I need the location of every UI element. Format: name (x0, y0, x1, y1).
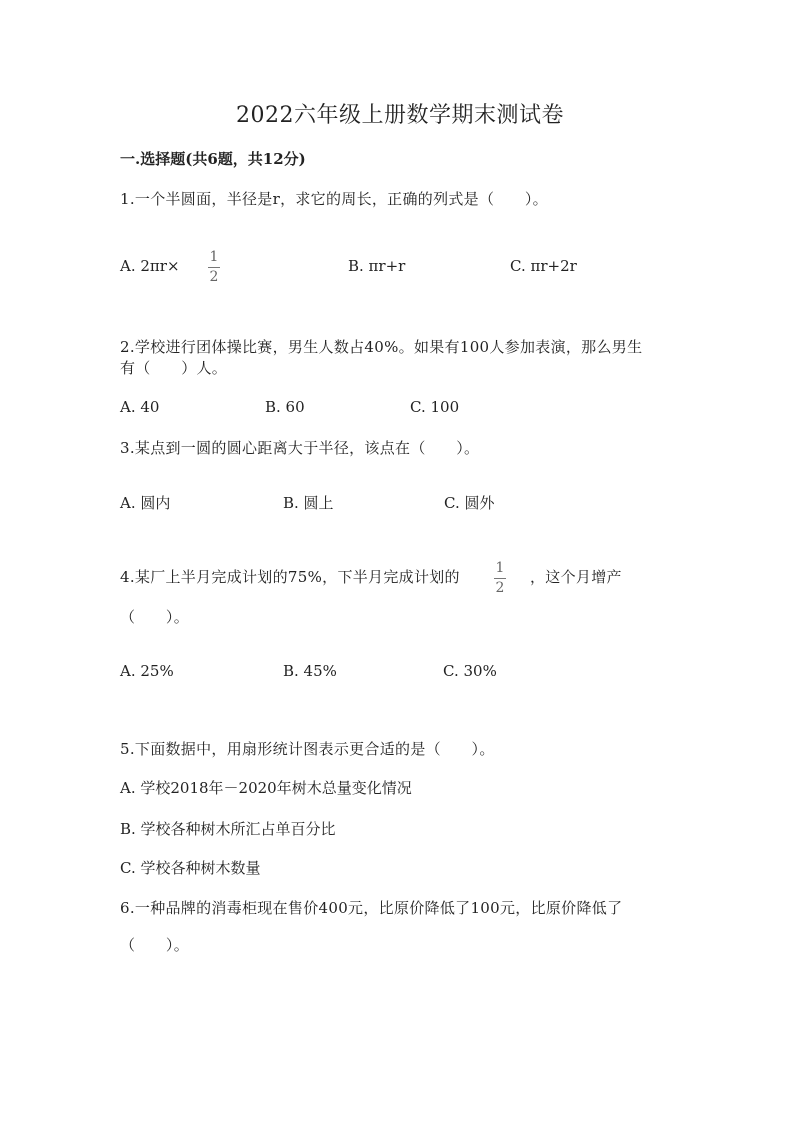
question-4-text-part2: ，这个月增产 (530, 568, 622, 586)
question-4-option-b[interactable]: B. 45% (283, 662, 337, 680)
question-1-option-c[interactable]: C. πr+2r (510, 257, 577, 275)
fraction-denominator: 2 (495, 580, 505, 596)
question-2-text-line2: 有（ ）人。 (120, 359, 228, 377)
question-5-option-c[interactable]: C. 学校各种树木数量 (120, 859, 261, 877)
question-5-option-b[interactable]: B. 学校各种树木所汇占单百分比 (120, 820, 336, 838)
question-5-text: 5.下面数据中，用扇形统计图表示更合适的是（ ）。 (120, 740, 495, 758)
section-heading: 一.选择题(共6题，共12分) (120, 150, 306, 168)
page-title: 2022六年级上册数学期末测试卷 (236, 103, 564, 128)
question-4-text-line2: （ ）。 (120, 608, 190, 626)
question-4-option-a[interactable]: A. 25% (120, 662, 174, 680)
question-3-option-a[interactable]: A. 圆内 (120, 494, 171, 512)
question-3-option-c[interactable]: C. 圆外 (444, 494, 495, 512)
question-6-text-line1: 6.一种品牌的消毒柜现在售价400元，比原价降低了100元，比原价降低了 (120, 899, 623, 917)
question-5-option-a[interactable]: A. 学校2018年－2020年树木总量变化情况 (120, 779, 412, 797)
question-4-fraction (494, 561, 506, 596)
question-3-option-b[interactable]: B. 圆上 (283, 494, 334, 512)
question-2-option-c[interactable]: C. 100 (410, 398, 460, 416)
fraction-numerator: 1 (209, 249, 219, 265)
question-1-option-b[interactable]: B. πr+r (348, 257, 406, 275)
question-6-text-line2: （ ）。 (120, 936, 190, 954)
question-2-option-b[interactable]: B. 60 (265, 398, 305, 416)
question-4-option-c[interactable]: C. 30% (443, 662, 497, 680)
fraction-numerator: 1 (495, 560, 505, 576)
question-1-fraction (208, 250, 220, 285)
question-4-text-part1: 4.某厂上半月完成计划的75%，下半月完成计划的 (120, 568, 460, 586)
fraction-bar (208, 267, 220, 268)
question-2-option-a[interactable]: A. 40 (120, 398, 160, 416)
question-1-text: 1.一个半圆面，半径是r，求它的周长，正确的列式是（ ）。 (120, 190, 548, 208)
question-3-text: 3.某点到一圆的圆心距离大于半径，该点在（ ）。 (120, 439, 480, 457)
fraction-denominator: 2 (209, 269, 219, 285)
question-1-option-a[interactable]: A. 2πr× (120, 257, 180, 275)
question-2-text-line1: 2.学校进行团体操比赛，男生人数占40%。如果有100人参加表演，那么男生 (120, 338, 643, 356)
fraction-bar (494, 578, 506, 579)
